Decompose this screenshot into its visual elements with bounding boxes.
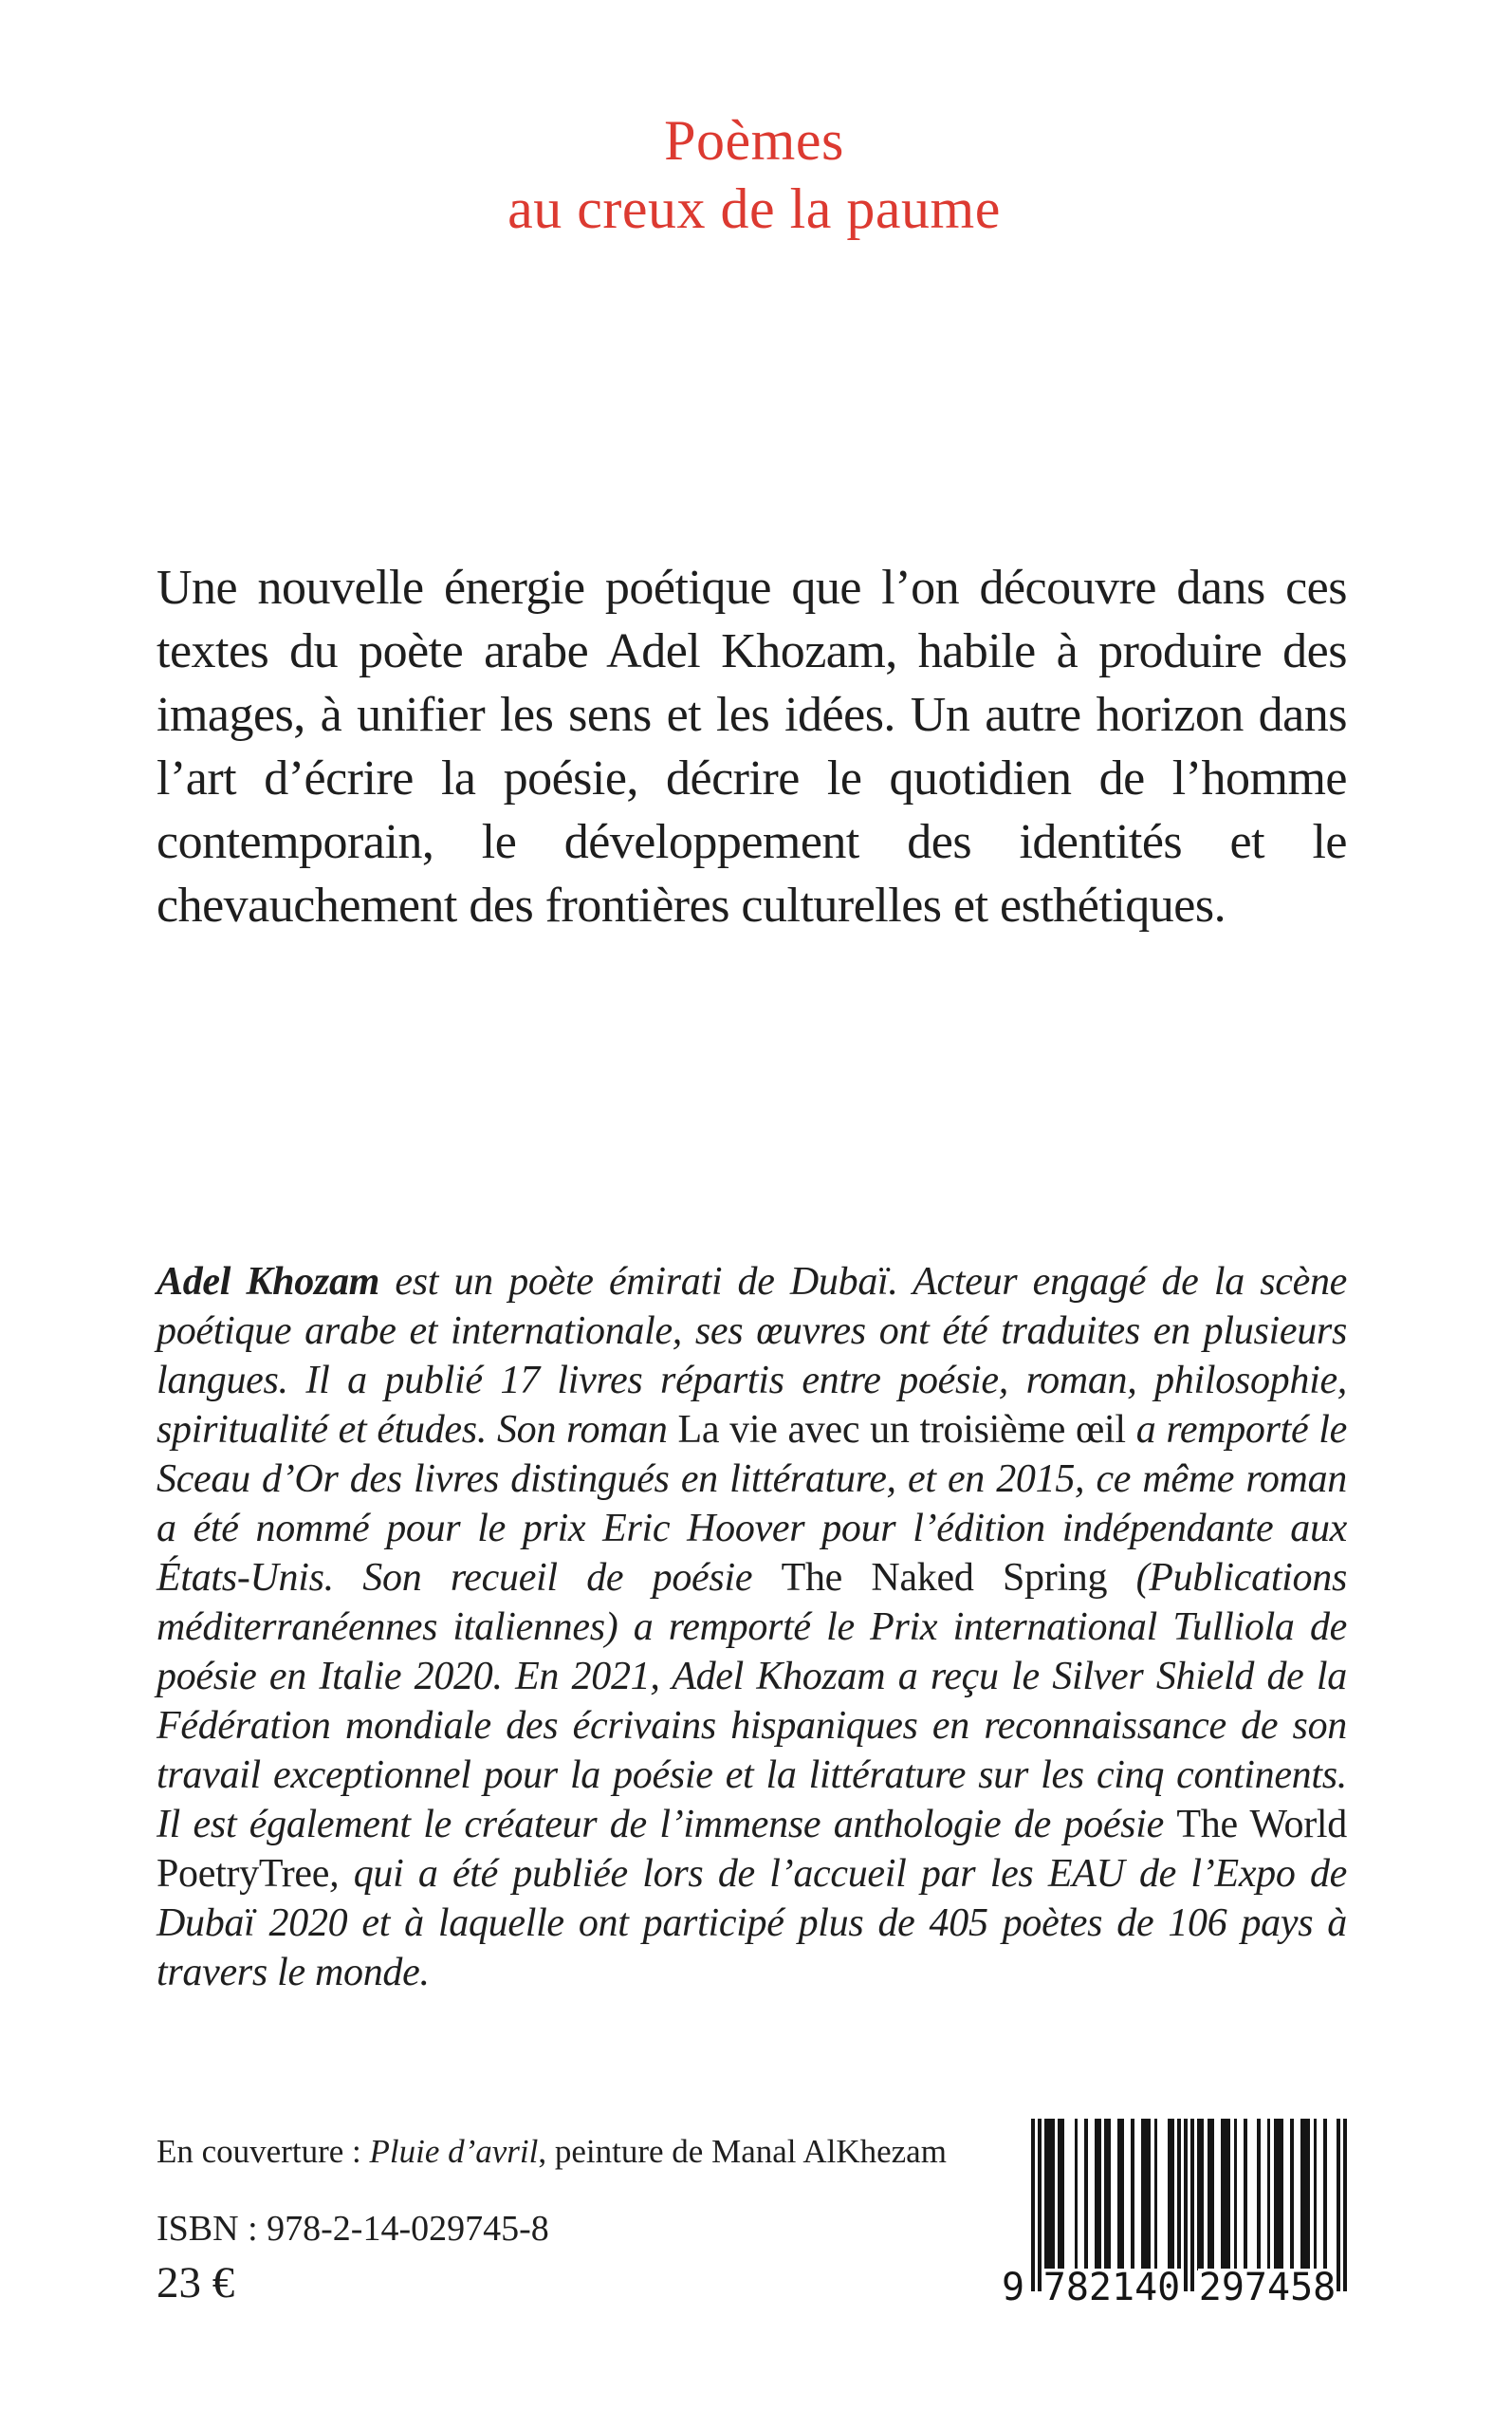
book-title [157, 106, 1352, 243]
barcode-digit-first: 9 [1002, 2266, 1025, 2309]
bio-run: La vie avec un troisième œil [677, 1408, 1126, 1452]
barcode-bar [1343, 2119, 1347, 2291]
bio-run: The World PoetryTree [157, 1803, 1347, 1896]
barcode-digits-right: 297458 [1198, 2266, 1337, 2309]
bio-run: The Naked Spring [781, 1556, 1108, 1600]
ean13-barcode [1002, 2119, 1347, 2309]
isbn-line: ISBN : 978-2-14-029745-8 [157, 2209, 549, 2249]
cover-artwork-title: Pluie d’avril [369, 2133, 539, 2170]
bio-run: a remporté le Sceau d’Or des livres distingués en littérature, et en 2015, ce même roman a été nommé pour le prix Eric Hoover pour l’édition indépendante aux États-Unis. Son recueil de poésie [157, 1408, 1347, 1600]
back-cover-blurb: Une nouvelle énergie poétique que l’on découvre dans ces textes du poète arabe Adel Khozam, habile à produire des images, à unifier les sens et les idées. Un autre horizon dans l’art d’écrire la poésie, décrire le quotidien de l’homme contemporain, le développement des identités et le chevauchement des frontières culturelles et esthétiques. [157, 561, 1347, 933]
cover-credit-line [157, 2131, 947, 2173]
cover-credit-prefix: En couverture : [157, 2133, 370, 2170]
book-title-line-1: Poèmes [664, 109, 844, 172]
price: 23 € [157, 2258, 235, 2307]
barcode-digits-left: 782140 [1042, 2266, 1181, 2309]
bio-run: , qui a été publiée lors de l’accueil par les EAU de l’Expo de Dubaï 2020 et à laquelle ont participé plus de 405 poètes de 106 pays à travers le monde. [157, 1852, 1347, 1994]
barcode-digits [1002, 2266, 1347, 2309]
book-title-line-2: au creux de la paume [507, 177, 1001, 240]
bio-run: est un poète émirati de Dubaï. Acteur engagé de la scène poétique arabe et internationale, ses œuvres ont été traduites en plusieurs langues. Il a publié 17 livres répartis entre poésie, roman, philosophie, spiritualité et études. Son roman [157, 1260, 1347, 1452]
cover-credit-suffix: , peinture de Manal AlKhezam [538, 2133, 947, 2170]
bio-run: Adel Khozam [157, 1260, 380, 1304]
bio-run: (Publications méditerranéennes italiennes) a remporté le Prix international Tulliola de poésie en Italie 2020. En 2021, Adel Khozam a reçu le Silver Shield de la Fédération mondiale des écrivains hispaniques en reconnaissance de son travail exceptionnel pour la poésie et la littérature sur les cinq continents. Il est également le créateur de l’immense anthologie de poésie [157, 1556, 1348, 1846]
author-bio-paragraph [157, 1257, 1347, 1997]
